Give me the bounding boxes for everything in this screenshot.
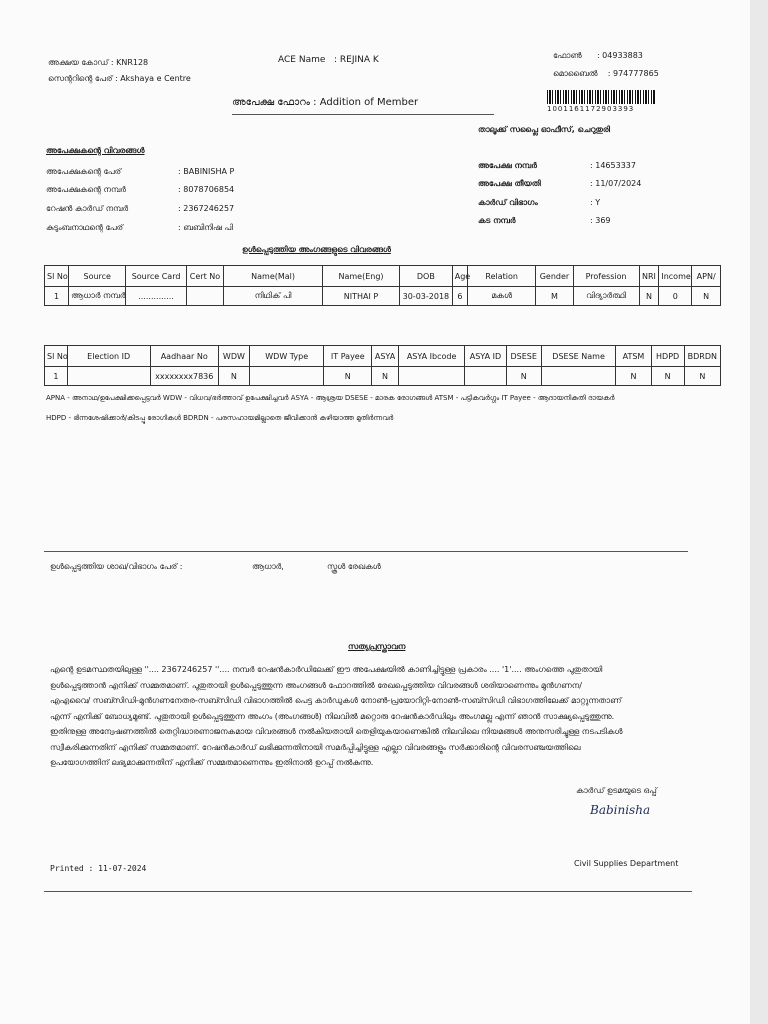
col-header: ASYA [372,346,399,367]
mobile: മൊബൈൽ : 974777865 [553,69,659,78]
department: Civil Supplies Department [574,859,679,868]
col-header: BDRDN [684,346,720,367]
right-label-4: കട നമ്പർ [478,216,516,225]
applicant-label-3: റേഷൻ കാർഡ് നമ്പർ [46,204,129,213]
phone: ഫോൺ : 04933883 [553,51,643,60]
table-cell: M [536,287,573,306]
table-cell [186,287,223,306]
col-header: Relation [468,266,536,287]
table-cell [249,367,324,386]
applicant-value-1: : BABINISHA P [178,167,235,176]
table-row [45,367,721,386]
included-value-1: ആധാർ, [252,562,284,571]
right-value-1: : 14653337 [590,161,636,170]
supply-office: താലൂക്ക് സപ്ലൈ ഓഫീസ്, ചെറുതുരി [478,125,611,134]
table-cell [465,367,506,386]
signature: Babinisha [590,803,651,817]
applicant-value-2: : 8078706854 [178,185,235,194]
right-value-4: : 369 [590,216,611,225]
members-table [44,265,721,306]
barcode-number: 1001161172903393 [547,105,635,113]
barcode [547,90,655,104]
col-header: NRI [639,266,659,287]
right-label-1: അപേക്ഷ നമ്പർ [478,161,537,170]
page-edge [750,0,768,1024]
included-label: ഉൾപ്പെടുത്തിയ ശാഖ/വിഭാഗം പേര് : [50,562,183,571]
applicant-label-1: അപേക്ഷകന്റെ പേര് [46,167,122,176]
applicant-value-3: : 2367246257 [178,204,235,213]
col-header: ASYA ID [465,346,506,367]
table-cell [541,367,616,386]
table-cell: മകൾ [468,287,536,306]
table-cell: വിദ്യാർത്ഥി [573,287,639,306]
col-header: WDW [218,346,249,367]
col-header: APN/ [692,266,721,287]
table-cell: N [218,367,249,386]
declaration-line: ഇതിനുള്ള അന്വേഷണത്തിൽ തെറ്റിദ്ധാരണാജനകമായ വിവരങ്ങൾ നൽകിയതായി തെളിയുകയാണെങ്കിൽ നിലവിലെ നിയമങ്ങൾ അനുസരിച്ചുള്ള നടപടികൾ [50,727,623,736]
table-cell: 6 [452,287,467,306]
col-header: IT Payee [324,346,372,367]
right-label-2: അപേക്ഷ തീയതി [478,179,541,188]
table-cell: xxxxxxxx7836 [150,367,218,386]
declaration-line: എന്ന് എനിക്ക് ബോധ്യമുണ്ട്. പുതുതായി ഉൾപ്പെടുത്തുന്ന അംഗം (അംഗങ്ങൾ) നിലവിൽ മറ്റൊരു റേഷൻകാർഡിലും അംഗമല്ല എന്ന് ഞാൻ സാക്ഷ്യപ്പെടുത്തുന്നു. [50,711,615,721]
applicant-label-4: കുടുംബനാഥന്റെ പേര് [46,223,124,232]
declaration-text [50,662,720,771]
legend-line-1: APNA - അനാഥ/ഉപേക്ഷിക്കപ്പെട്ടവർ WDW - വിധവ/ഭർത്താവ് ഉപേക്ഷിച്ചവർ ASYA - ആശ്രയ DSESE - മാരക രോഗങ്ങൾ ATSM - പട്ടികവർഗ്ഗം IT Payee - ആദായനികുതി ദായകർ [46,394,615,402]
table-cell: ആധാർ നമ്പർ [69,287,126,306]
table-cell [67,367,150,386]
col-header: HDPD [651,346,684,367]
table-cell [398,367,464,386]
col-header: ATSM [616,346,651,367]
col-header: DOB [400,266,453,287]
applicant-section-title: അപേക്ഷകന്റെ വിവരങ്ങൾ [46,146,145,155]
table-cell: N [616,367,651,386]
table-cell: 1 [45,287,69,306]
details-header-row [45,346,721,367]
col-header: Profession [573,266,639,287]
col-header: Sl No [45,346,68,367]
table-cell: 1 [45,367,68,386]
applicant-label-2: അപേക്ഷകന്റെ നമ്പർ [46,185,126,194]
declaration-line: സ്വീകരിക്കുന്നതിന് എനിക്ക് സമ്മതമാണ്. റേഷൻകാർഡ് ലഭിക്കുന്നതിനായി സമർപ്പിച്ചിട്ടുള്ള എല്ലാ വിവരങ്ങളും സർക്കാരിന്റെ വിവരസഞ്ചയത്തിലെ [50,742,581,752]
divider [44,551,688,552]
col-header: Source [69,266,126,287]
col-header: Cert No [186,266,223,287]
table-cell: N [692,287,721,306]
table-cell: N [639,287,659,306]
col-header: Election ID [67,346,150,367]
table-cell: N [651,367,684,386]
table-cell: N [324,367,372,386]
legend-line-2: HDPD - ഭിന്നശേഷിക്കാർ/കിടപ്പു രോഗികൾ BDRDN - പരസഹായമില്ലാതെ ജീവിക്കാൻ കഴിയാത്ത മുതിർന്നവർ [46,414,394,422]
included-value-2: സ്കൂൾ രേഖകൾ [327,562,381,571]
members-section-title: ഉൾപ്പെടുത്തിയ അംഗങ്ങളുടെ വിവരങ്ങൾ [242,245,391,254]
table-cell: .............. [126,287,186,306]
col-header: Aadhaar No [150,346,218,367]
table-cell: നിഥിക് പി [224,287,323,306]
table-row [45,287,721,306]
signature-label: കാർഡ് ഉടമയുടെ ഒപ്പ് [576,786,657,795]
col-header: WDW Type [249,346,324,367]
right-value-2: : 11/07/2024 [590,179,642,188]
col-header: DSESE Name [541,346,616,367]
applicant-value-4: : ബബിനിഷ പി [178,223,233,232]
printed-date: Printed : 11-07-2024 [50,864,147,873]
declaration-line: ഉപയോഗത്തിന് ലഭ്യമാക്കുന്നതിന് എനിക്ക് സമ്മതമാണെന്നും ഇതിനാൽ ഉറപ്പ് നൽകുന്നു. [50,758,374,767]
declaration-line: ഉൾപ്പെടുത്താൻ എനിക്ക് സമ്മതമാണ്. പുതുതായി ഉൾപ്പെടുത്തുന്ന അംഗങ്ങൾ ഫോറത്തിൽ രേഖപ്പെടുത്തിയ വിവരങ്ങൾ ശരിയാണെന്നും മുൻഗണന/ [50,680,582,690]
col-header: Source Card [126,266,186,287]
col-header: Name(Mal) [224,266,323,287]
declaration-line: എന്റെ ഉടമസ്ഥതയിലുള്ള ''.... 2367246257 ''.... നമ്പർ റേഷൻകാർഡിലേക്ക് ഈ അപേക്ഷയിൽ കാണിച്ചിട്ടുള്ള പ്രകാരം .... '1'.... അംഗത്തെ പുതുതായി [50,665,603,674]
footer-divider [44,891,692,892]
members-header-row [45,266,721,287]
table-cell: 30-03-2018 [400,287,453,306]
col-header: Name(Eng) [323,266,400,287]
declaration-line: എഎവൈ/ സബ്സിഡി-മുൻഗണനേതര-സബ്സിഡി വിഭാഗത്തിൽ പെട്ട കാർഡുകൾ നോൺ-പ്രയോറിറ്റി-നോൺ-സബ്സിഡി വിഭാഗത്തിലേക്ക് മാറ്റുന്നതാണ് [50,696,622,705]
right-label-3: കാർഡ് വിഭാഗം [478,198,538,207]
col-header: Gender [536,266,573,287]
table-cell: N [372,367,399,386]
declaration-title: സത്യപ്രസ്താവന [348,642,406,651]
centre-name: സെന്ററിന്റെ പേര് : Akshaya e Centre [48,74,191,83]
right-value-3: : Y [590,198,601,207]
table-cell: NITHAI P [323,287,400,306]
table-cell: 0 [659,287,692,306]
form-title: അപേക്ഷ ഫോറം : Addition of Member [232,97,419,108]
details-table [44,345,721,386]
ace-name: ACE Name : REJINA K [278,55,379,65]
office-code: അക്ഷയ കോഡ് : KNR128 [48,58,149,67]
table-cell: N [684,367,720,386]
col-header: Sl No [45,266,69,287]
col-header: Age [452,266,467,287]
table-cell: N [506,367,541,386]
col-header: DSESE [506,346,541,367]
col-header: ASYA Ibcode [398,346,464,367]
col-header: Income [659,266,692,287]
title-underline [232,114,494,115]
